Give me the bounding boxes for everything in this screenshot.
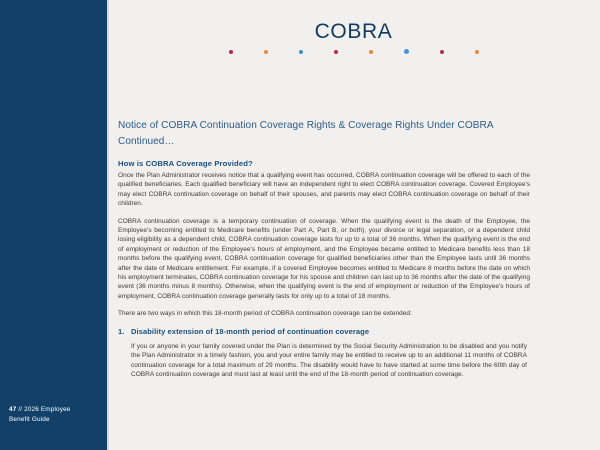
document-heading-line1: Notice of COBRA Continuation Coverage Rights & Coverage Rights Under COBRA (118, 120, 494, 131)
list-item-disability-extension (118, 326, 530, 337)
section-heading-coverage-provided: How is COBRA Coverage Provided? (118, 159, 253, 168)
extension-list (118, 326, 530, 337)
page-footer-note (9, 405, 101, 424)
document-heading (118, 118, 530, 149)
dot-icon-4 (334, 50, 338, 54)
footer-guide-line1: 2026 Employee (24, 406, 71, 413)
sidebar (0, 0, 107, 450)
dot-icon-6 (404, 49, 409, 54)
document-heading-line2: Continued… (118, 135, 175, 147)
paragraph-coverage-duration: COBRA continuation coverage is a temporary continuation of coverage. When the qualifying event is the death of the Employee, the Employee's becoming entitled to Medicare benefits (under Part A, Part B, or both), your divorce or legal separation, or a dependent child losing eligibility as a dependent child, COBRA continuation coverage lasts for up to a total of 36 months. When the qualifying event is the end of employment or reduction of the Employee's hours of employment, and the Employee became entitled to Medicare benefits less than 18 months before the qualifying event, COBRA continuation coverage for qualified beneficiaries other than the Employee lasts until 36 months after the date of Medicare entitlement. For example, if a covered Employee becomes entitled to Medicare 8 months before the date on which his employment terminates, COBRA continuation coverage for his spouse and children can last up to 36 months after the date of the qualifying event (36 months minus 8 months). Otherwise, when the qualifying event is the end of employment or reduction of the Employee's hours of employment, COBRA continuation coverage generally lasts for only up to a total of 18 months. (118, 217, 530, 300)
header (107, 0, 600, 95)
footer-page-number: 47 (9, 406, 17, 413)
list-item-number: 1. (118, 326, 125, 336)
page-title: COBRA (314, 20, 393, 43)
paragraph-disability-extension-detail: If you or anyone in your family covered under the Plan is determined by the Social Security Administration to be disabled and you notify the Plan Administrator in a timely fashion, you and your entire family may be entitled to receive up to an additional 11 months of COBRA continuation coverage for a total maximum of 29 months. The disability would have to have started at some time before the 60th day of COBRA continuation coverage and must last at least until the end of the 18-month period of continuation coverage. (131, 342, 527, 378)
footer-separator: // (18, 406, 23, 413)
paragraph-coverage-offered: Once the Plan Administrator receives notice that a qualifying event has occurred, COBRA continuation coverage will be offered to each of the qualified beneficiaries. Each qualified beneficiary will have an independent right to elect COBRA continuation coverage. Covered Employee's may elect COBRA continuation coverage on behalf of their spouses, and parents may elect COBRA continuation coverage on behalf of their children. (118, 172, 530, 208)
decorative-dot-row (107, 49, 600, 54)
dot-icon-2 (264, 50, 268, 54)
dot-icon-1 (229, 50, 233, 54)
footer-guide-line2: Benefit Guide (9, 415, 50, 423)
document-body (118, 118, 530, 387)
dot-icon-5 (369, 50, 373, 54)
paragraph-extension-intro: There are two ways in which this 18-month period of COBRA continuation coverage can be extended: (118, 310, 412, 318)
dot-icon-8 (475, 50, 479, 54)
dot-icon-7 (440, 50, 444, 54)
dot-icon-3 (299, 50, 303, 54)
list-item-label: Disability extension of 18-month period of continuation coverage (131, 326, 370, 336)
